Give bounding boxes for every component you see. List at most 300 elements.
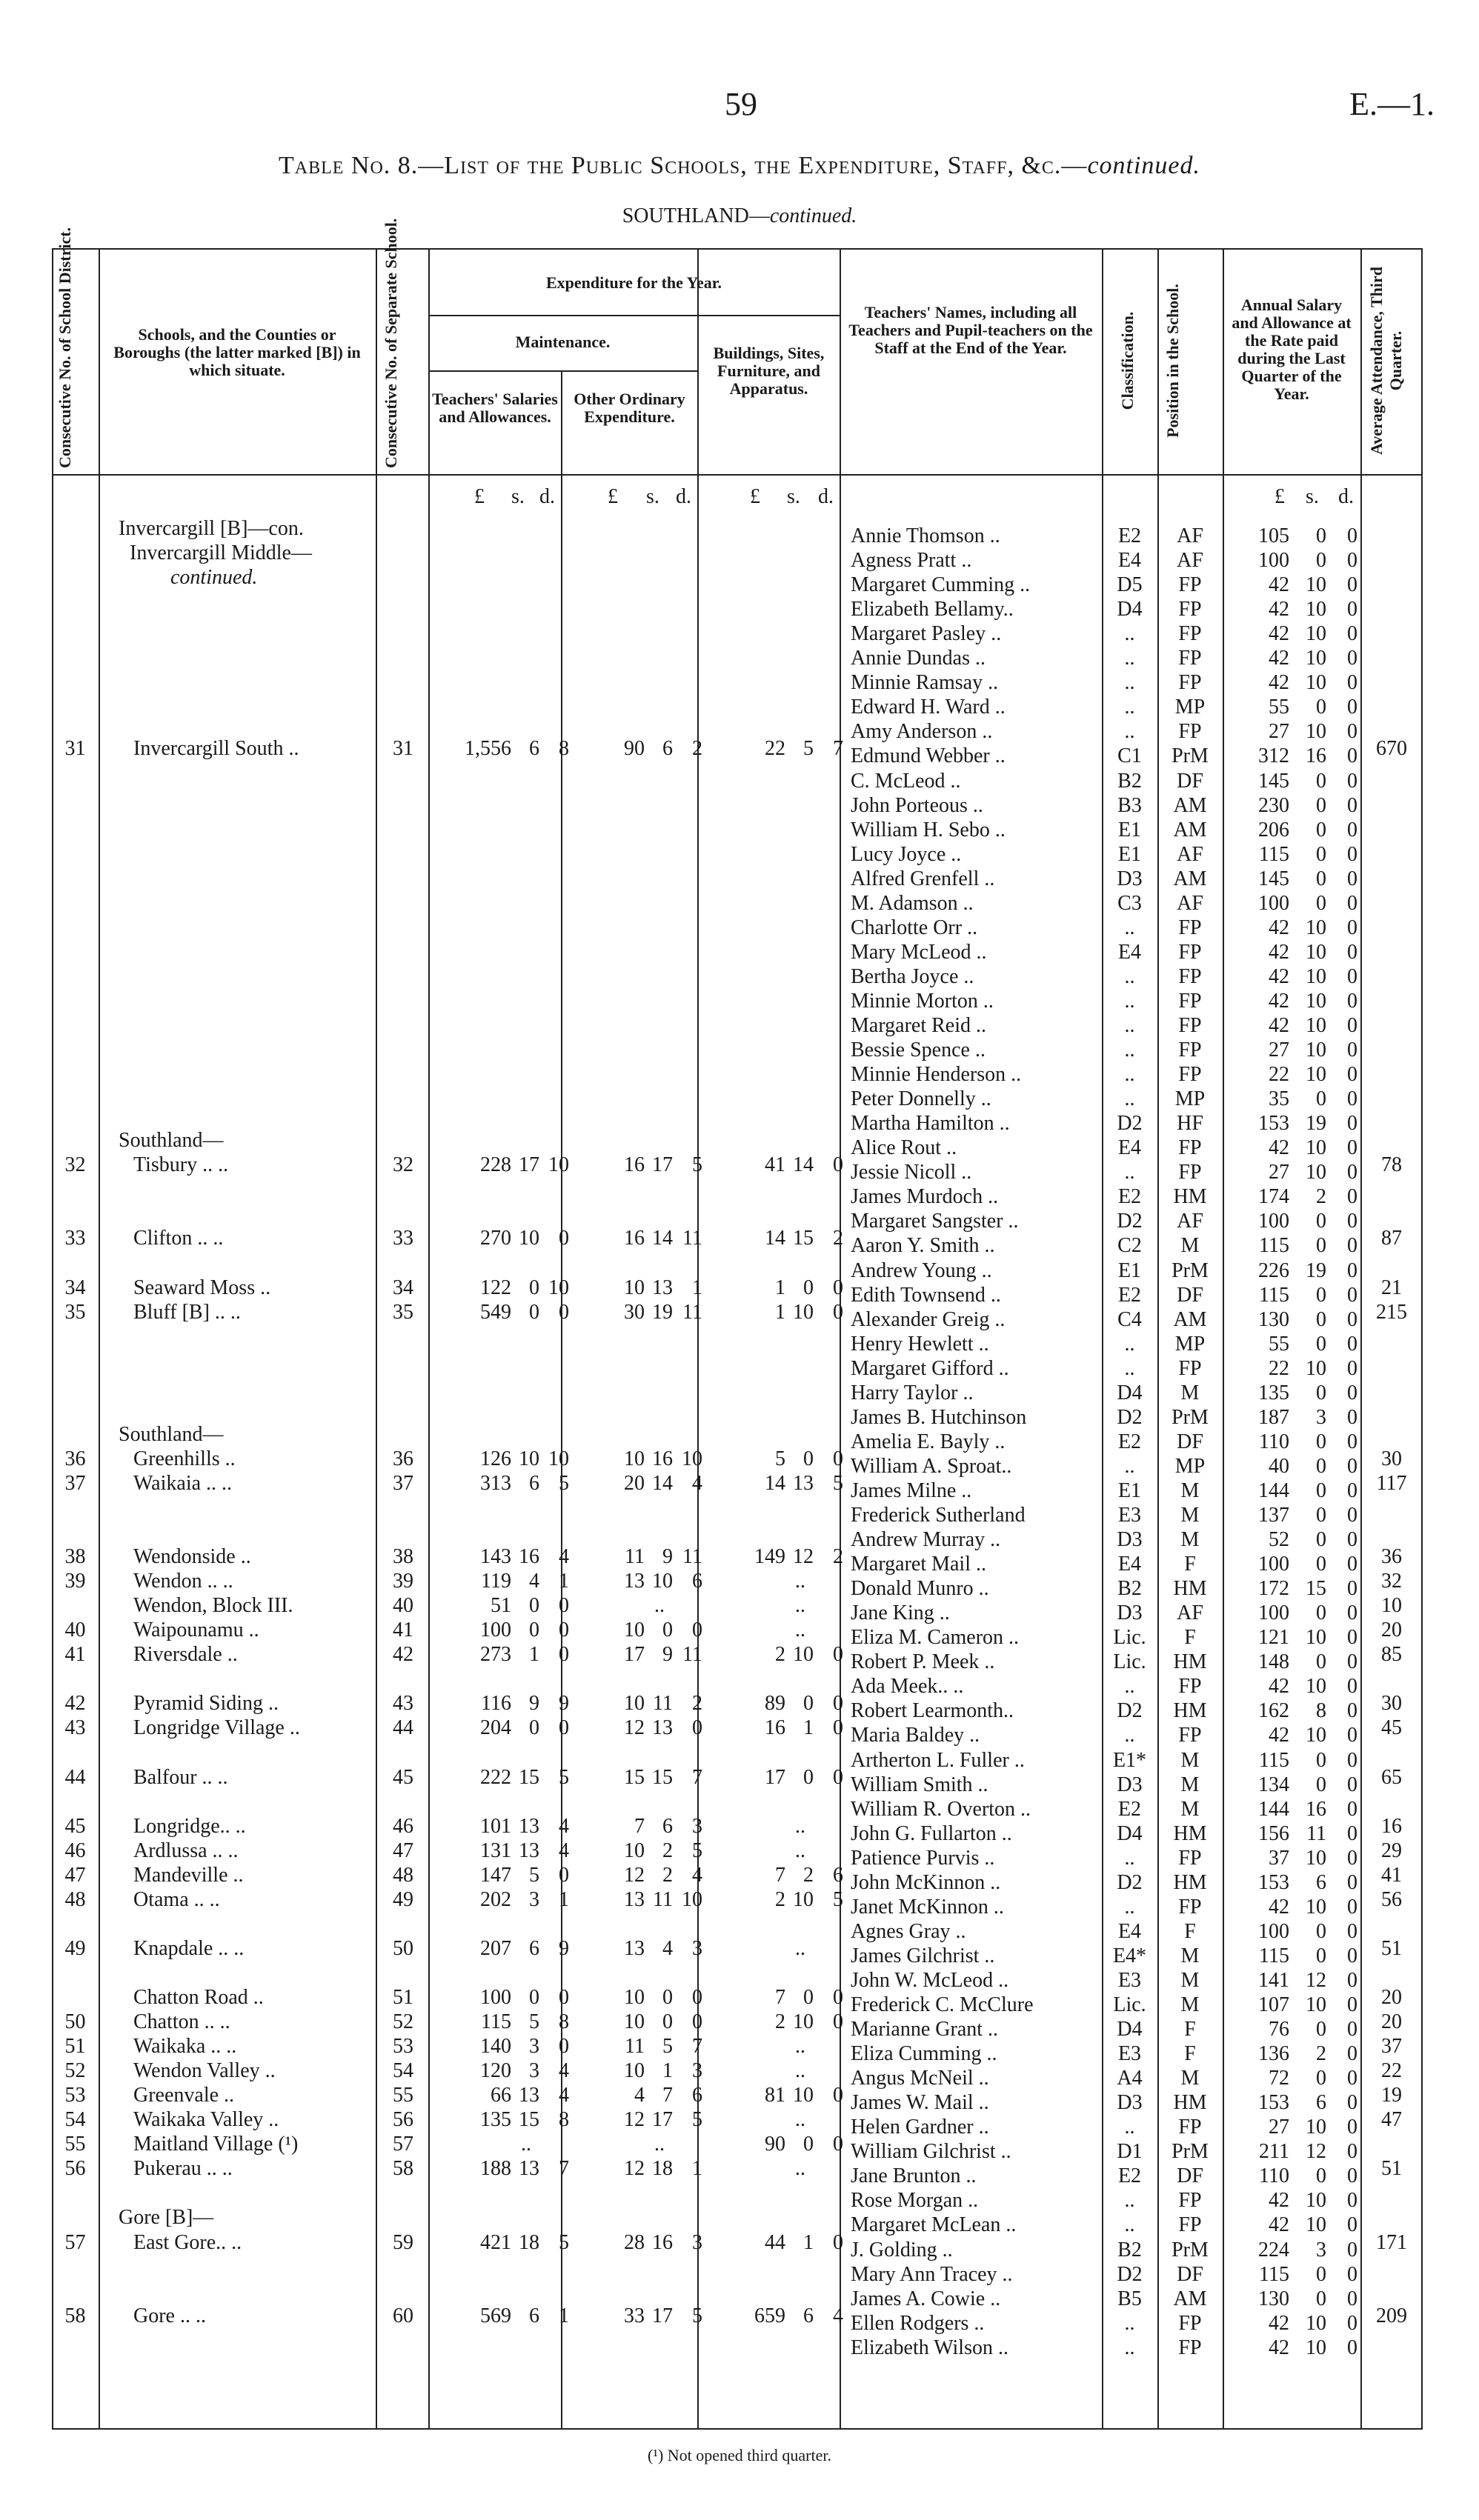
other-expenditure-pounds: 15: [624, 1765, 645, 1789]
salaries-shillings: 4: [529, 1570, 539, 1593]
other-expenditure-pounds: 13: [624, 1570, 645, 1593]
buildings-pounds: 16: [765, 1716, 785, 1740]
salary-pounds: 42: [1269, 1895, 1289, 1919]
salary-pence: 0: [1347, 842, 1357, 866]
salary-pence: 0: [1347, 2262, 1357, 2286]
salaries-pence: 0: [559, 1643, 569, 1667]
other-expenditure-shillings: 9: [662, 1643, 673, 1667]
classification: D3: [1117, 867, 1143, 890]
teacher-name: Andrew Murray ..: [851, 1528, 1001, 1552]
other-expenditure-pence: 5: [692, 1153, 702, 1177]
salary-shillings: 0: [1316, 1748, 1326, 1772]
other-expenditure-pence: 11: [682, 1545, 702, 1569]
salary-pence: 0: [1347, 1259, 1357, 1282]
salary-pounds: 153: [1258, 1870, 1289, 1894]
salary-pence: 0: [1347, 1675, 1357, 1699]
teacher-name: James B. Hutchinson: [851, 1405, 1027, 1429]
district-number: 57: [64, 2230, 86, 2254]
position: FP: [1178, 573, 1202, 597]
buildings: ..: [795, 2059, 805, 2083]
district-number: 45: [64, 1814, 86, 1838]
salary-shillings: 10: [1306, 573, 1326, 597]
salary-pounds: 22: [1269, 1356, 1289, 1380]
other-expenditure-pence: 4: [692, 1471, 702, 1495]
salary-shillings: 11: [1306, 1821, 1326, 1845]
salary-pounds: 42: [1269, 916, 1289, 939]
school-name: Southland—: [119, 1422, 224, 1446]
salary-pounds: 141: [1258, 1968, 1289, 1992]
position: M: [1180, 1234, 1200, 1258]
salary-pence: 0: [1347, 818, 1357, 841]
teacher-name: Frederick Sutherland: [851, 1504, 1026, 1527]
salary-pounds: 42: [1269, 2213, 1289, 2237]
school-name: Wendon .. ..: [133, 1570, 233, 1593]
teacher-name: Patience Purvis ..: [851, 1846, 995, 1870]
school-number: 35: [393, 1300, 413, 1324]
attendance: 20: [1381, 1986, 1402, 2009]
school-name: Southland—: [119, 1129, 224, 1153]
salary-shillings: 0: [1316, 818, 1326, 841]
classification: C2: [1117, 1234, 1142, 1258]
salaries-pence: 8: [559, 2010, 569, 2034]
other-expenditure-pounds: 12: [624, 2157, 645, 2181]
salary-pounds: 115: [1259, 842, 1289, 866]
header-other: Other Ordinary Expenditure.: [574, 390, 685, 426]
buildings-pounds: 2: [775, 2010, 785, 2034]
salary-shillings: 2: [1316, 1185, 1326, 1209]
buildings-pounds: 90: [765, 2133, 785, 2156]
buildings-pounds: 5: [775, 1447, 785, 1470]
district-number: 33: [64, 1227, 86, 1250]
school-name: Clifton .. ..: [133, 1227, 224, 1250]
salary-pounds: 42: [1269, 622, 1289, 646]
attendance: 20: [1381, 1619, 1402, 1642]
other-expenditure-pence: 7: [692, 1765, 702, 1789]
classification: E2: [1117, 2164, 1142, 2188]
teacher-name: Marianne Grant ..: [851, 2018, 999, 2041]
school-number: 43: [393, 1692, 413, 1716]
salaries-pounds: 147: [480, 1863, 511, 1887]
classification: E4: [1117, 549, 1142, 573]
position: M: [1180, 1993, 1200, 2016]
other-expenditure-pence: 3: [692, 2059, 702, 2083]
salary-pounds: 187: [1258, 1405, 1289, 1429]
teacher-name: Mary McLeod ..: [851, 940, 987, 964]
school-number: 55: [393, 2084, 413, 2107]
table-title: [0, 152, 1479, 180]
salary-pence: 0: [1347, 598, 1357, 621]
salary-shillings: 0: [1316, 1234, 1326, 1258]
salaries-shillings: 18: [519, 2230, 539, 2254]
position: FP: [1178, 2311, 1202, 2335]
salary-pounds: 115: [1259, 1748, 1289, 1772]
salaries-pounds: 119: [481, 1570, 511, 1593]
attendance: 19: [1381, 2084, 1402, 2107]
buildings-pence: 0: [833, 1986, 843, 2009]
teacher-name: Rose Morgan ..: [851, 2189, 979, 2213]
other-expenditure-pence: 3: [692, 2230, 702, 2254]
salaries-shillings: 6: [529, 2304, 539, 2327]
salary-shillings: 0: [1316, 1650, 1326, 1674]
buildings-pence: 5: [833, 1471, 843, 1495]
salary-pence: 0: [1347, 1846, 1357, 1870]
school-name: Balfour .. ..: [133, 1765, 228, 1789]
other-expenditure-pence: 6: [692, 2084, 702, 2107]
salary-pounds: 100: [1258, 1210, 1289, 1233]
salary-shillings: 6: [1316, 2091, 1326, 2115]
position: MP: [1174, 696, 1206, 719]
classification: D3: [1117, 2091, 1143, 2115]
teacher-name: Maria Baldey ..: [851, 1724, 980, 1747]
teacher-name: Minnie Ramsay ..: [851, 671, 999, 695]
salary-pounds: 110: [1259, 1430, 1289, 1453]
salary-pence: 0: [1347, 1210, 1357, 1233]
other-expenditure-pounds: 11: [625, 2035, 645, 2059]
other-expenditure-shillings: 10: [652, 1570, 673, 1593]
teacher-name: M. Adamson ..: [851, 891, 974, 915]
school-name: Chatton .. ..: [133, 2010, 230, 2034]
salary-pounds: 42: [1269, 1675, 1289, 1699]
other-expenditure-pounds: 12: [624, 1863, 645, 1887]
position: M: [1180, 1968, 1200, 1992]
school-number: 50: [393, 1936, 413, 1960]
attendance: 47: [1381, 2108, 1402, 2132]
classification: ..: [1124, 2336, 1135, 2359]
attendance: 30: [1381, 1447, 1402, 1470]
buildings-pence: 7: [833, 737, 843, 761]
footnote: (¹) Not opened third quarter.: [648, 2446, 831, 2464]
salaries-pounds: 100: [480, 1986, 511, 2009]
salary-pence: 0: [1347, 2042, 1357, 2066]
salary-shillings: 2: [1316, 2042, 1326, 2066]
buildings-shillings: 2: [803, 1863, 814, 1887]
salaries-pounds: 1,556: [465, 737, 511, 761]
teacher-name: Amy Anderson ..: [851, 720, 993, 744]
teacher-name: Margaret McLean ..: [851, 2213, 1017, 2237]
position: M: [1180, 1944, 1200, 1967]
buildings-pounds: 7: [775, 1863, 785, 1887]
classification: Lic.: [1113, 1650, 1146, 1674]
school-number: 37: [393, 1471, 413, 1495]
salary-shillings: 0: [1316, 842, 1326, 866]
salary-pounds: 145: [1258, 867, 1289, 890]
buildings-pounds: 1: [775, 1300, 785, 1324]
other-expenditure-pence: 3: [692, 1936, 702, 1960]
salaries-pounds: 207: [480, 1936, 511, 1960]
school-number: 38: [393, 1545, 413, 1569]
salary-pounds: 115: [1259, 1283, 1289, 1307]
classification: ..: [1124, 2189, 1135, 2213]
salaries-pence: 0: [559, 1594, 569, 1618]
district-number: 52: [64, 2059, 86, 2083]
school-number: 57: [393, 2133, 413, 2156]
salary-pence: 0: [1347, 2018, 1357, 2041]
other-expenditure-shillings: 17: [652, 2108, 673, 2132]
salaries-pounds: 100: [480, 1619, 511, 1642]
attendance: 117: [1376, 1471, 1407, 1495]
salary-pounds: 27: [1269, 1161, 1289, 1184]
salaries-shillings: 13: [519, 2084, 539, 2107]
salaries-pounds: 188: [480, 2157, 511, 2181]
salaries-pence: 8: [559, 737, 569, 761]
salary-shillings: 0: [1316, 2018, 1326, 2041]
salaries-shillings: 13: [519, 1814, 539, 1838]
school-name: Gore .. ..: [133, 2304, 206, 2327]
salary-pence: 0: [1347, 1136, 1357, 1160]
buildings-shillings: 15: [793, 1227, 814, 1250]
salaries-pounds: 122: [480, 1276, 511, 1299]
classification: Lic.: [1113, 1993, 1146, 2016]
salary-pounds: 224: [1258, 2238, 1289, 2261]
salary-pounds: 153: [1258, 1112, 1289, 1136]
position: FP: [1178, 2213, 1202, 2237]
classification: ..: [1124, 1332, 1135, 1356]
school-name: Waipounamu ..: [133, 1619, 259, 1642]
salaries-pounds: 126: [480, 1447, 511, 1470]
district-number: 41: [64, 1643, 86, 1667]
salary-pence: 0: [1347, 647, 1357, 670]
classification: D2: [1117, 1405, 1143, 1429]
salary-shillings: 0: [1316, 1283, 1326, 1307]
salaries-pounds: 313: [480, 1471, 511, 1495]
salary-pence: 0: [1347, 1014, 1357, 1037]
district-number: 53: [64, 2084, 86, 2107]
other-expenditure-shillings: 13: [652, 1716, 673, 1740]
header-salaries: Teachers' Salaries and Allowances.: [432, 390, 558, 426]
teacher-name: Frederick C. McClure: [851, 1993, 1034, 2016]
buildings-pounds: 2: [775, 1643, 785, 1667]
classification: ..: [1124, 720, 1135, 744]
teacher-name: Artherton L. Fuller ..: [851, 1748, 1025, 1772]
salary-pounds: 42: [1269, 573, 1289, 597]
teacher-name: Bertha Joyce ..: [851, 964, 974, 988]
salary-pounds: 27: [1269, 720, 1289, 744]
classification: C3: [1117, 891, 1142, 915]
teacher-name: James Milne ..: [851, 1479, 972, 1502]
buildings-pence: 0: [833, 2084, 843, 2107]
unit-pence: d.: [818, 485, 834, 508]
teacher-name: Eliza M. Cameron ..: [851, 1626, 1020, 1650]
salary-pounds: 42: [1269, 2311, 1289, 2335]
unit-pound: £: [474, 485, 485, 508]
other-expenditure-shillings: 18: [652, 2157, 673, 2181]
attendance: 30: [1381, 1692, 1402, 1716]
other-expenditure-pounds: 17: [624, 1643, 645, 1667]
buildings: ..: [795, 1594, 805, 1618]
position: M: [1180, 2067, 1200, 2090]
salary-pence: 0: [1347, 1968, 1357, 1992]
teacher-name: Edith Townsend ..: [851, 1283, 1001, 1307]
salaries-pounds: 569: [480, 2304, 511, 2327]
other-expenditure-pence: 3: [692, 1814, 702, 1838]
other-expenditure-shillings: 11: [653, 1692, 673, 1716]
buildings-pence: 0: [833, 2133, 843, 2156]
buildings: ..: [795, 2108, 805, 2132]
salary-pence: 0: [1347, 1430, 1357, 1453]
salaries-shillings: 6: [529, 1471, 539, 1495]
teacher-name: Martha Hamilton ..: [851, 1112, 1010, 1136]
position: M: [1180, 1381, 1200, 1404]
classification: E1: [1117, 1479, 1142, 1502]
salary-pence: 0: [1347, 891, 1357, 915]
teacher-name: Jessie Nicoll ..: [851, 1161, 972, 1184]
salary-shillings: 10: [1306, 1675, 1326, 1699]
salary-pence: 0: [1347, 964, 1357, 988]
salary-pounds: 162: [1258, 1699, 1289, 1723]
other-expenditure-shillings: 9: [662, 1545, 673, 1569]
salary-pence: 0: [1347, 1454, 1357, 1478]
classification: Lic.: [1113, 1626, 1146, 1650]
teacher-name: Margaret Gifford ..: [851, 1356, 1009, 1380]
attendance: 51: [1381, 2157, 1402, 2181]
school-name: Seaward Moss ..: [133, 1276, 271, 1299]
salary-shillings: 6: [1316, 1870, 1326, 1894]
salary-shillings: 12: [1306, 2140, 1326, 2164]
salary-pounds: 37: [1269, 1846, 1289, 1870]
classification: E2: [1117, 1283, 1142, 1307]
salary-pounds: 100: [1258, 1553, 1289, 1576]
salary-pence: 0: [1347, 2189, 1357, 2213]
position: HM: [1173, 1650, 1207, 1674]
position: F: [1184, 2018, 1196, 2041]
salary-pounds: 230: [1258, 793, 1289, 817]
salary-pounds: 100: [1258, 891, 1289, 915]
salaries-pence: 4: [559, 1839, 569, 1862]
salary-shillings: 0: [1316, 2067, 1326, 2090]
classification: D2: [1117, 1870, 1143, 1894]
other-expenditure-shillings: 17: [652, 1153, 673, 1177]
other-expenditure-shillings: 0: [662, 1986, 673, 2009]
school-name: Wendonside ..: [133, 1545, 251, 1569]
page-number: 59: [725, 86, 757, 122]
buildings-pence: 0: [833, 1692, 843, 1716]
salary-shillings: 10: [1306, 1039, 1326, 1062]
salaries-pounds: 273: [480, 1643, 511, 1667]
salary-shillings: 0: [1316, 524, 1326, 547]
classification: E1: [1117, 842, 1142, 866]
salaries-shillings: 17: [519, 1153, 539, 1177]
salary-shillings: 0: [1316, 867, 1326, 890]
salary-pence: 0: [1347, 1699, 1357, 1723]
salary-pence: 0: [1347, 1601, 1357, 1625]
salaries-pounds: 101: [480, 1814, 511, 1838]
school-number: 36: [393, 1447, 413, 1470]
other-expenditure-pence: 10: [682, 1887, 702, 1911]
buildings-pence: 0: [833, 1276, 843, 1299]
teacher-name: Elizabeth Bellamy..: [851, 598, 1014, 621]
salaries-pence: 9: [559, 1692, 569, 1716]
salary-pence: 0: [1347, 2164, 1357, 2188]
buildings-pence: 0: [833, 1300, 843, 1324]
district-number: 48: [64, 1887, 86, 1911]
attendance: 51: [1381, 1936, 1402, 1960]
position: AM: [1173, 818, 1207, 841]
district-number: 37: [64, 1471, 86, 1495]
teacher-name: William Smith ..: [851, 1773, 988, 1796]
classification: ..: [1124, 622, 1135, 646]
school-name: Ardlussa .. ..: [133, 1839, 239, 1862]
teacher-name: Aaron Y. Smith ..: [851, 1234, 995, 1258]
classification: B2: [1117, 2238, 1142, 2261]
position: F: [1184, 1626, 1196, 1650]
salary-pence: 0: [1347, 2140, 1357, 2164]
other-expenditure-shillings: 6: [662, 737, 673, 761]
salary-pounds: 42: [1269, 940, 1289, 964]
school-name: Riversdale ..: [133, 1643, 238, 1667]
salary-pence: 0: [1347, 549, 1357, 573]
salary-pence: 0: [1347, 2091, 1357, 2115]
classification: E4: [1117, 1553, 1142, 1576]
salary-pounds: 76: [1269, 2018, 1289, 2041]
district-number: 58: [64, 2304, 86, 2327]
other-expenditure-pence: 1: [692, 1276, 702, 1299]
teacher-name: Jane King ..: [851, 1601, 950, 1625]
teacher-name: Minnie Henderson ..: [851, 1063, 1022, 1087]
salary-shillings: 19: [1306, 1259, 1326, 1282]
school-number: 40: [393, 1594, 413, 1618]
school-number: 51: [393, 1986, 413, 2009]
school-continued: continued.: [170, 566, 258, 590]
salary-shillings: 10: [1306, 916, 1326, 939]
salary-shillings: 10: [1306, 940, 1326, 964]
position: FP: [1178, 2336, 1202, 2359]
salary-pounds: 115: [1259, 1944, 1289, 1967]
classification: ..: [1124, 1087, 1135, 1111]
teacher-name: Amelia E. Bayly ..: [851, 1430, 1006, 1453]
classification: D2: [1117, 1699, 1143, 1723]
salary-shillings: 0: [1316, 1332, 1326, 1356]
salary-pounds: 137: [1258, 1504, 1289, 1527]
salary-pounds: 115: [1259, 2262, 1289, 2286]
attendance: 32: [1381, 1570, 1402, 1593]
school-name: Maitland Village (¹): [133, 2133, 299, 2156]
salary-pounds: 42: [1269, 1136, 1289, 1160]
position: FP: [1178, 1846, 1202, 1870]
classification: E2: [1117, 1430, 1142, 1453]
classification: ..: [1124, 1895, 1135, 1919]
salary-pence: 0: [1347, 1356, 1357, 1380]
classification: D4: [1117, 1381, 1143, 1404]
salary-pounds: 153: [1258, 2091, 1289, 2115]
salary-shillings: 10: [1306, 2336, 1326, 2359]
salaries-pence: 7: [559, 2157, 569, 2181]
salary-shillings: 0: [1316, 891, 1326, 915]
salary-shillings: 0: [1316, 1454, 1326, 1478]
other-expenditure-pounds: 16: [624, 1153, 645, 1177]
school-name: Pyramid Siding ..: [133, 1692, 279, 1716]
salary-shillings: 10: [1306, 1161, 1326, 1184]
salaries-pounds: 549: [480, 1300, 511, 1324]
district-number: 42: [64, 1692, 86, 1716]
classification: E1: [1117, 1259, 1142, 1282]
other-expenditure-shillings: 17: [652, 2304, 673, 2327]
school-name: Waikaka .. ..: [133, 2035, 237, 2059]
header-maintenance: Maintenance.: [515, 333, 611, 351]
buildings-pounds: 14: [765, 1227, 785, 1250]
position: FP: [1178, 622, 1202, 646]
buildings-pence: 0: [833, 1716, 843, 1740]
salary-pence: 0: [1347, 1895, 1357, 1919]
classification: D1: [1117, 2140, 1143, 2164]
classification: E3: [1117, 2042, 1142, 2066]
header-teachers: Teachers' Names, including all Teachers and Pupil-teachers on the Staff at the End of the Year.: [848, 303, 1093, 357]
teacher-name: Margaret Mail ..: [851, 1553, 986, 1576]
position: DF: [1177, 2164, 1203, 2188]
salary-pence: 0: [1347, 1797, 1357, 1821]
school-name: Otama .. ..: [133, 1887, 220, 1911]
position: MP: [1174, 1087, 1206, 1111]
classification: E4: [1117, 1919, 1142, 1943]
